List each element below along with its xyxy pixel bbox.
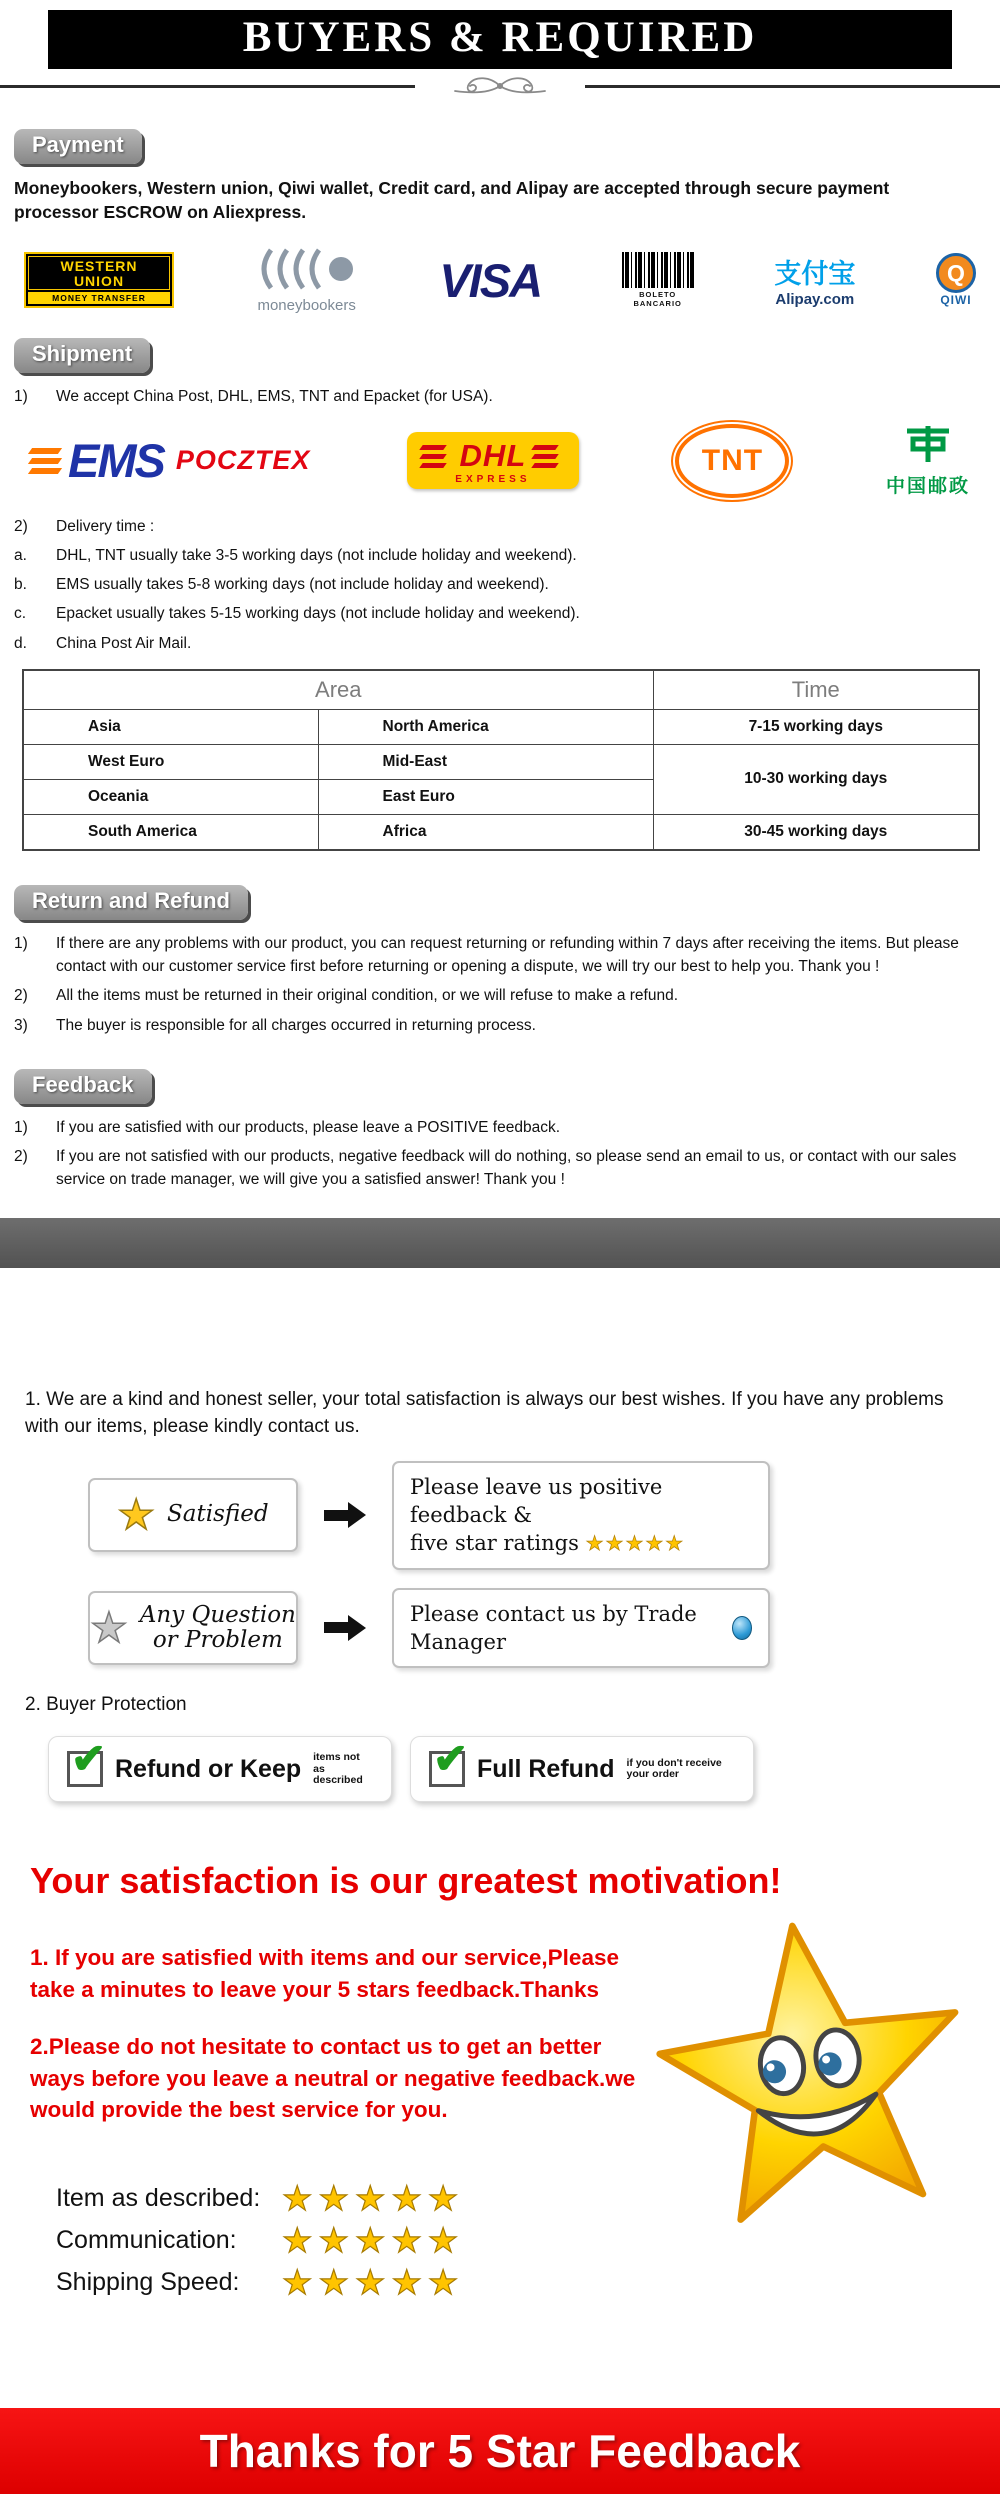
question-row (88, 1588, 1000, 1669)
positive-feedback-line1: Please leave us positive feedback & (410, 1474, 663, 1527)
alipay-logo (774, 252, 855, 308)
trade-manager-icon (732, 1616, 752, 1640)
time-header: Time (653, 670, 979, 710)
motivation-heading: Your satisfaction is our greatest motivation! (30, 1860, 782, 1902)
return-refund-badge: Return and Refund (14, 885, 248, 920)
buyer-protection-row (48, 1736, 1000, 1802)
barcode-icon (622, 252, 694, 288)
rating-label: Communication: (56, 2226, 237, 2255)
satisfied-row (88, 1461, 1000, 1570)
delivery-item-d: d. China Post Air Mail. (14, 634, 192, 652)
dhl-express-text: EXPRESS (455, 474, 531, 485)
tnt-text: TNT (701, 443, 764, 477)
return-item-1: 1) If there are any problems with our product, you can request returning or refunding within 7 days after receiving the items. But please contact with our customer service first before returning or opening a dispute, we will try our best to help you. Thank you ! (14, 934, 959, 975)
five-stars-icon: ★★★★★ (282, 2263, 465, 2302)
motivation-para-2: 2.Please do not hesitate to contact us to get an better ways before you leave a neutral or negative feedback.we would provide the best service for you. (30, 2034, 636, 2123)
smiley-star-icon (648, 1908, 978, 2238)
moneybookers-arcs-icon (255, 246, 359, 292)
dhl-text: DHL (459, 438, 527, 473)
feedback-section (0, 1037, 1000, 1192)
table-row: Asia North America 7-15 working days (23, 709, 979, 744)
rating-label: Item as described: (56, 2184, 261, 2213)
protection-subtitle: items not as described (313, 1750, 363, 1787)
ornament-flourish-icon (415, 69, 585, 105)
payment-description: Moneybookers, Western union, Qiwi wallet, Credit card, and Alipay are accepted through secure payment processor ESCROW on Aliexpress. (14, 178, 890, 222)
boleto-word1: BOLETO (639, 290, 677, 300)
satisfied-label: Satisfied (167, 1501, 269, 1528)
shipment-section (0, 314, 1000, 851)
satisfied-box (88, 1478, 298, 1552)
western-union-tagline: MONEY TRANSFER (28, 292, 170, 304)
ornament-row (0, 69, 1000, 105)
green-check-icon: ✔ (67, 1751, 103, 1787)
qiwi-label: QIWI (940, 293, 972, 308)
question-label-line1: Any Question (139, 1601, 296, 1628)
shipment-badge: Shipment (14, 338, 150, 373)
rating-row-shipping-speed (56, 2263, 1000, 2302)
satisfaction-section (0, 1386, 1000, 1803)
positive-feedback-line2: five star ratings (410, 1531, 579, 1556)
gray-star-icon: ★ (90, 1603, 128, 1651)
moneybookers-logo (255, 246, 359, 314)
return-item-2: 2) All the items must be returned in their original condition, or we will refuse to make a refund. (14, 987, 679, 1005)
table-row: West Euro Mid-East 10-30 working days (23, 744, 979, 779)
feedback-item-1: 1) If you are satisfied with our products, please leave a POSITIVE feedback. (14, 1118, 561, 1136)
return-refund-section (0, 851, 1000, 1037)
delivery-time-table (22, 669, 980, 851)
five-stars-icon: ★★★★★ (585, 1531, 686, 1556)
area-header: Area (23, 670, 653, 710)
western-union-logo (24, 252, 174, 308)
ems-text: EMS (68, 434, 164, 487)
boleto-logo (622, 252, 694, 308)
dhl-logo (407, 432, 579, 489)
full-refund-box (410, 1736, 754, 1802)
green-check-icon: ✔ (429, 1751, 465, 1787)
china-post-logo (886, 424, 970, 498)
question-box (88, 1591, 298, 1665)
footer-banner (0, 2408, 1000, 2494)
buyer-protection-title: 2. Buyer Protection (25, 1694, 187, 1716)
contact-message: Please contact us by Trade Manager (410, 1601, 697, 1654)
question-label-line2: or Problem (152, 1626, 283, 1653)
alipay-cn-text: 支付宝 (774, 259, 856, 290)
alipay-en-text: Alipay.com (775, 291, 855, 309)
china-post-label: 中国邮政 (885, 475, 970, 497)
ems-swoosh-icon (30, 448, 60, 474)
payment-section (0, 105, 1000, 314)
china-post-emblem-icon (904, 424, 952, 464)
five-stars-icon: ★★★★★ (282, 2221, 465, 2260)
payment-logos-row (24, 246, 976, 314)
protection-title: Full Refund (477, 1754, 615, 1783)
five-stars-icon: ★★★★★ (282, 2179, 465, 2218)
right-arrow-icon (324, 1502, 366, 1528)
shipment-carriers-note: 1) We accept China Post, DHL, EMS, TNT and Epacket (for USA). (14, 388, 493, 406)
qiwi-logo (936, 253, 976, 307)
western-union-word2: UNION (73, 272, 125, 289)
visa-logo: VISA (439, 253, 542, 307)
footer-banner-text: Thanks for 5 Star Feedback (199, 2425, 801, 2477)
delivery-time-note: 2) Delivery time : (14, 517, 155, 535)
protection-subtitle: if you don't receive your order (626, 1756, 722, 1781)
table-header-row (23, 670, 979, 710)
satisfaction-intro: 1. We are a kind and honest seller, your total satisfaction is always our best wishes. If you have any problems with our items, please kindly contact us. (25, 1388, 944, 1438)
feedback-item-2: 2) If you are not satisfied with our products, negative feedback will do nothing, so please send an email to us, or contact with our sales service on trade manager, we will give you a satisfied answer! Thank you ! (14, 1148, 957, 1189)
positive-feedback-box (392, 1461, 770, 1570)
page-title: BUYERS & REQUIRED (242, 14, 758, 61)
delivery-item-a: a. DHL, TNT usually take 3-5 working days (not include holiday and weekend). (14, 546, 577, 564)
shipment-logos-row (30, 423, 970, 499)
motivation-section (0, 1860, 1000, 2300)
payment-badge: Payment (14, 129, 142, 164)
gold-star-icon: ★ (117, 1491, 156, 1539)
boleto-word2: BANCARIO (633, 299, 682, 309)
return-item-3: 3) The buyer is responsible for all charges occurred in returning process. (14, 1016, 536, 1034)
table-row: South America Africa 30-45 working days (23, 814, 979, 850)
section-divider-bar (0, 1218, 1000, 1268)
contact-box (392, 1588, 770, 1669)
feedback-badge: Feedback (14, 1069, 152, 1104)
tnt-logo (675, 424, 789, 498)
moneybookers-label: moneybookers (257, 297, 356, 315)
dhl-stripes-left-icon (421, 445, 445, 468)
qiwi-mark-icon: Q (936, 253, 976, 293)
motivation-para-1: 1. If you are satisfied with items and our service,Please take a minutes to leave your 5 stars feedback.Thanks (30, 1945, 619, 2002)
refund-or-keep-box (48, 1736, 392, 1802)
pocztex-text: POCZTEX (175, 445, 311, 475)
page-title-banner (48, 10, 952, 69)
western-union-word1: WESTERN (60, 258, 138, 275)
rating-label: Shipping Speed: (56, 2268, 240, 2297)
ems-pocztex-logo (30, 433, 310, 488)
dhl-stripes-right-icon (533, 445, 557, 468)
table-row: Oceania East Euro (23, 779, 979, 814)
right-arrow-icon (324, 1615, 366, 1641)
delivery-item-b: b. EMS usually takes 5-8 working days (not include holiday and weekend). (14, 576, 549, 593)
protection-title: Refund or Keep (115, 1754, 302, 1783)
delivery-item-c: c. Epacket usually takes 5-15 working days (not include holiday and weekend). (14, 605, 580, 623)
